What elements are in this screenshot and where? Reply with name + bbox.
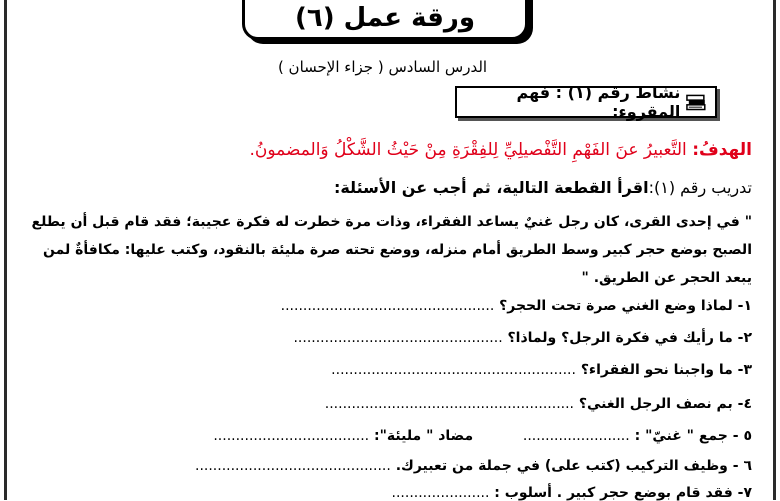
question-text-opposite: مضاد " مليئة":	[374, 428, 474, 444]
title-box	[242, 0, 528, 40]
question-text: ٥ - جمع " غنيّ" :	[634, 428, 752, 444]
training-label: تدريب رقم (١):	[648, 178, 752, 197]
question-3	[120, 362, 752, 378]
answer-line: .......................................................	[331, 362, 576, 378]
goal-text: التَّعبيرُ عنَ الفَهْمِ التَّفْصيلِيِّ لِلفِقْرَةِ مِنْ حَيْثُ الشَّكْلُ وَالمضمونُ.	[249, 140, 693, 160]
answer-line: ......................	[391, 485, 490, 501]
question-6	[120, 458, 752, 474]
question-2	[120, 330, 752, 346]
answer-line: ................................................	[280, 298, 495, 314]
answer-line: ............................................	[195, 458, 391, 474]
answer-line: ........................................................	[324, 396, 574, 412]
question-text: ٧- فقد قام بوضع حجر كبير . أسلوب :	[494, 485, 752, 501]
question-1	[120, 298, 752, 314]
question-text: ١- لماذا وضع الغني صرة تحت الحجر؟	[499, 298, 752, 314]
question-text: ٣- ما واجبنا نحو الفقراء؟	[580, 362, 752, 378]
goal-line	[200, 140, 752, 160]
question-text: ٤- بم نصف الرجل الغني؟	[578, 396, 752, 412]
question-5	[120, 428, 752, 444]
goal-label: الهدفُ:	[692, 140, 752, 160]
lesson-title: الدرس السادس ( جزاء الإحسان )	[277, 58, 488, 76]
question-text: ٦ - وظيف التركيب (كتب على) في جملة من تعبيرك.	[395, 458, 752, 474]
activity-label: نشاط رقم (١) : فهم المقروء:	[516, 83, 681, 121]
reading-passage: " في إحدى القرى، كان رجل غنيٌ يساعد الفقراء، وذات مرة خطرت له فكرة عجيبة؛ فقد قام قبل أن يطلع الصبح بوضع حجر كبير وسط الطريق أمام منزله، ووضع تحته صرة مليئة بالنقود، وكتب عليها: مكافأةٌ لمن يبعد الحجر عن الطريق. "	[31, 214, 752, 286]
worksheet-title: ورقة عمل (٦)	[294, 3, 476, 33]
question-4	[120, 396, 752, 412]
training-instruction: اقرأ القطعة التالية، ثم أجب عن الأسئلة:	[333, 178, 649, 197]
question-text: ٢- ما رأيك في فكرة الرجل؟ ولماذا؟	[507, 330, 752, 346]
training-line	[200, 178, 752, 197]
books-icon	[686, 92, 707, 112]
answer-line: ...............................................	[293, 330, 503, 346]
answer-line: ........................	[522, 428, 630, 444]
page-border-left	[4, 0, 7, 500]
answer-line: ...................................	[213, 428, 370, 444]
activity-box	[455, 83, 717, 121]
page-border-right	[773, 0, 776, 500]
question-7	[120, 485, 752, 501]
